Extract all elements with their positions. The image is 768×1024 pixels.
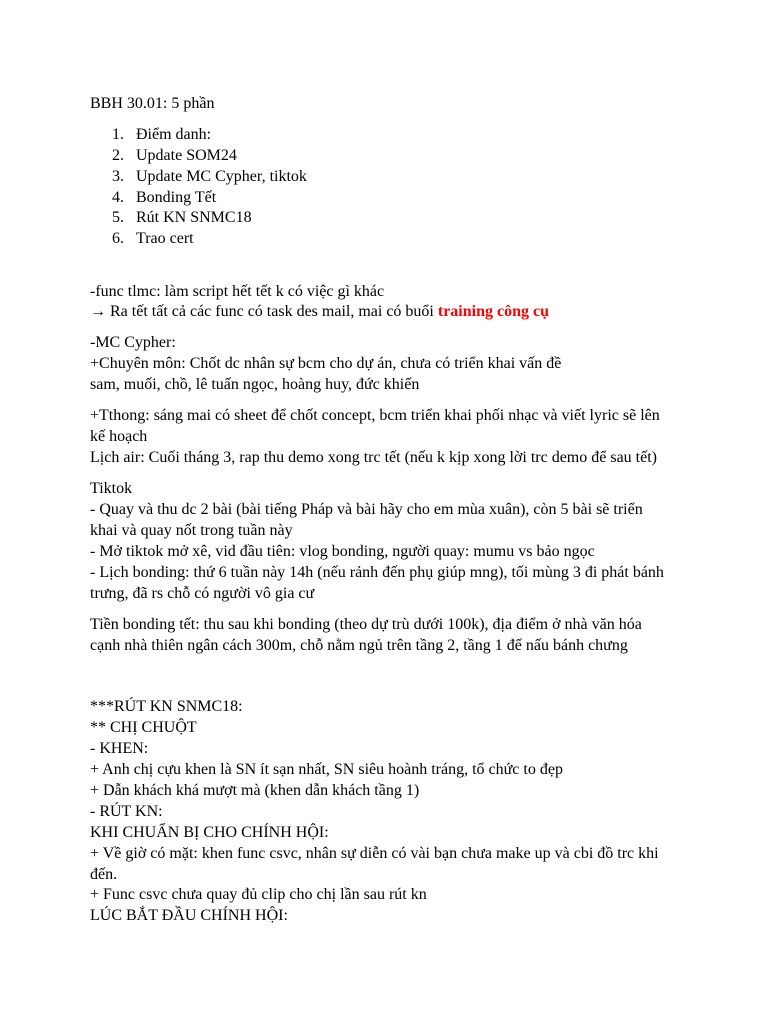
paragraph-line: + Func csvc chưa quay đủ clip cho chị lần sau rút kn [90,886,427,903]
agenda-text: Trao cert [136,230,194,247]
paragraph-line: +Tthong: sáng mai có sheet để chốt concept, bcm triển khai phối nhạc và viết lyric sẽ lên [90,407,660,424]
paragraph-line: kế hoạch [90,428,148,445]
paragraph-line: Tiền bonding tết: thu sau khi bonding (theo dự trù dưới 100k), địa điểm ở nhà văn hóa [90,616,642,633]
agenda-number: 6. [112,230,124,247]
agenda-text: Điểm danh: [136,126,212,143]
paragraph-line: + Dẫn khách khá mượt mà (khen dẫn khách tầng 1) [90,782,420,799]
paragraph-line: + Về giờ có mặt: khen func csvc, nhân sự diễn có vài bạn chưa make up và cbi đồ trc khi [90,845,659,862]
func-tlmc-line: -func tlmc: làm script hết tết k có việc gì khác [90,283,385,300]
agenda-number: 2. [112,147,124,164]
paragraph-line: trưng, đã rs chỗ có người vô gia cư [90,585,315,602]
agenda-text: Rút KN SNMC18 [136,209,252,226]
paragraph-line: cạnh nhà thiên ngân cách 300m, chỗ nằm ngủ trên tầng 2, tầng 1 để nấu bánh chưng [90,637,628,654]
paragraph-line: LÚC BẮT ĐẦU CHÍNH HỘI: [90,907,288,924]
meeting-title: BBH 30.01: 5 phần [90,95,215,112]
agenda-item [112,145,237,166]
agenda-number: 5. [112,209,124,226]
agenda-item [112,187,216,208]
agenda-number: 4. [112,189,124,206]
paragraph-line: khai và quay nốt trong tuần này [90,522,293,539]
sub-heading: ** CHỊ CHUỘT [90,719,197,736]
agenda-number: 3. [112,168,124,185]
agenda-number: 1. [112,126,124,143]
paragraph-line: Lịch air: Cuối tháng 3, rap thu demo xong trc tết (nếu k kịp xong lời trc demo để sau tết) [90,449,657,466]
paragraph-line: - Quay và thu dc 2 bài (bài tiếng Pháp và bài hãy cho em mùa xuân), còn 5 bài sẽ triển [90,501,643,518]
paragraph-line: - RÚT KN: [90,803,163,820]
agenda-item [112,124,211,145]
agenda-item [112,228,194,249]
arrow-line-text: Ra tết tất cả các func có task des mail, mai có buổi [110,303,434,320]
agenda-text: Bonding Tết [136,189,217,206]
agenda-item [112,166,307,187]
rut-kn-heading: ***RÚT KN SNMC18: [90,698,243,715]
agenda-text: Update SOM24 [136,147,237,164]
paragraph-line: KHI CHUẨN BỊ CHO CHÍNH HỘI: [90,824,329,841]
paragraph-line: +Chuyên môn: Chốt dc nhân sự bcm cho dự án, chưa có triển khai vấn đề [90,355,562,372]
paragraph-line: - Mở tiktok mở xê, vid đầu tiên: vlog bonding, người quay: mumu vs bảo ngọc [90,543,595,560]
mc-cypher-heading: -MC Cypher: [90,334,176,351]
paragraph-line: - KHEN: [90,740,149,757]
agenda-text: Update MC Cypher, tiktok [136,168,307,185]
agenda-item [112,207,252,228]
arrow-line [90,301,549,322]
paragraph-line: - Lịch bonding: thứ 6 tuần này 14h (nếu rảnh đến phụ giúp mng), tối mùng 3 đi phát bánh [90,564,664,581]
tiktok-heading: Tiktok [90,480,133,497]
highlight-training: training công cụ [437,303,549,320]
paragraph-line: đến. [90,866,118,883]
arrow-right-icon: → [90,303,106,320]
paragraph-line: + Anh chị cựu khen là SN ít sạn nhất, SN siêu hoành tráng, tổ chức to đẹp [90,761,563,778]
paragraph-line: sam, muối, chồ, lê tuấn ngọc, hoàng huy, đức khiến [90,376,420,393]
